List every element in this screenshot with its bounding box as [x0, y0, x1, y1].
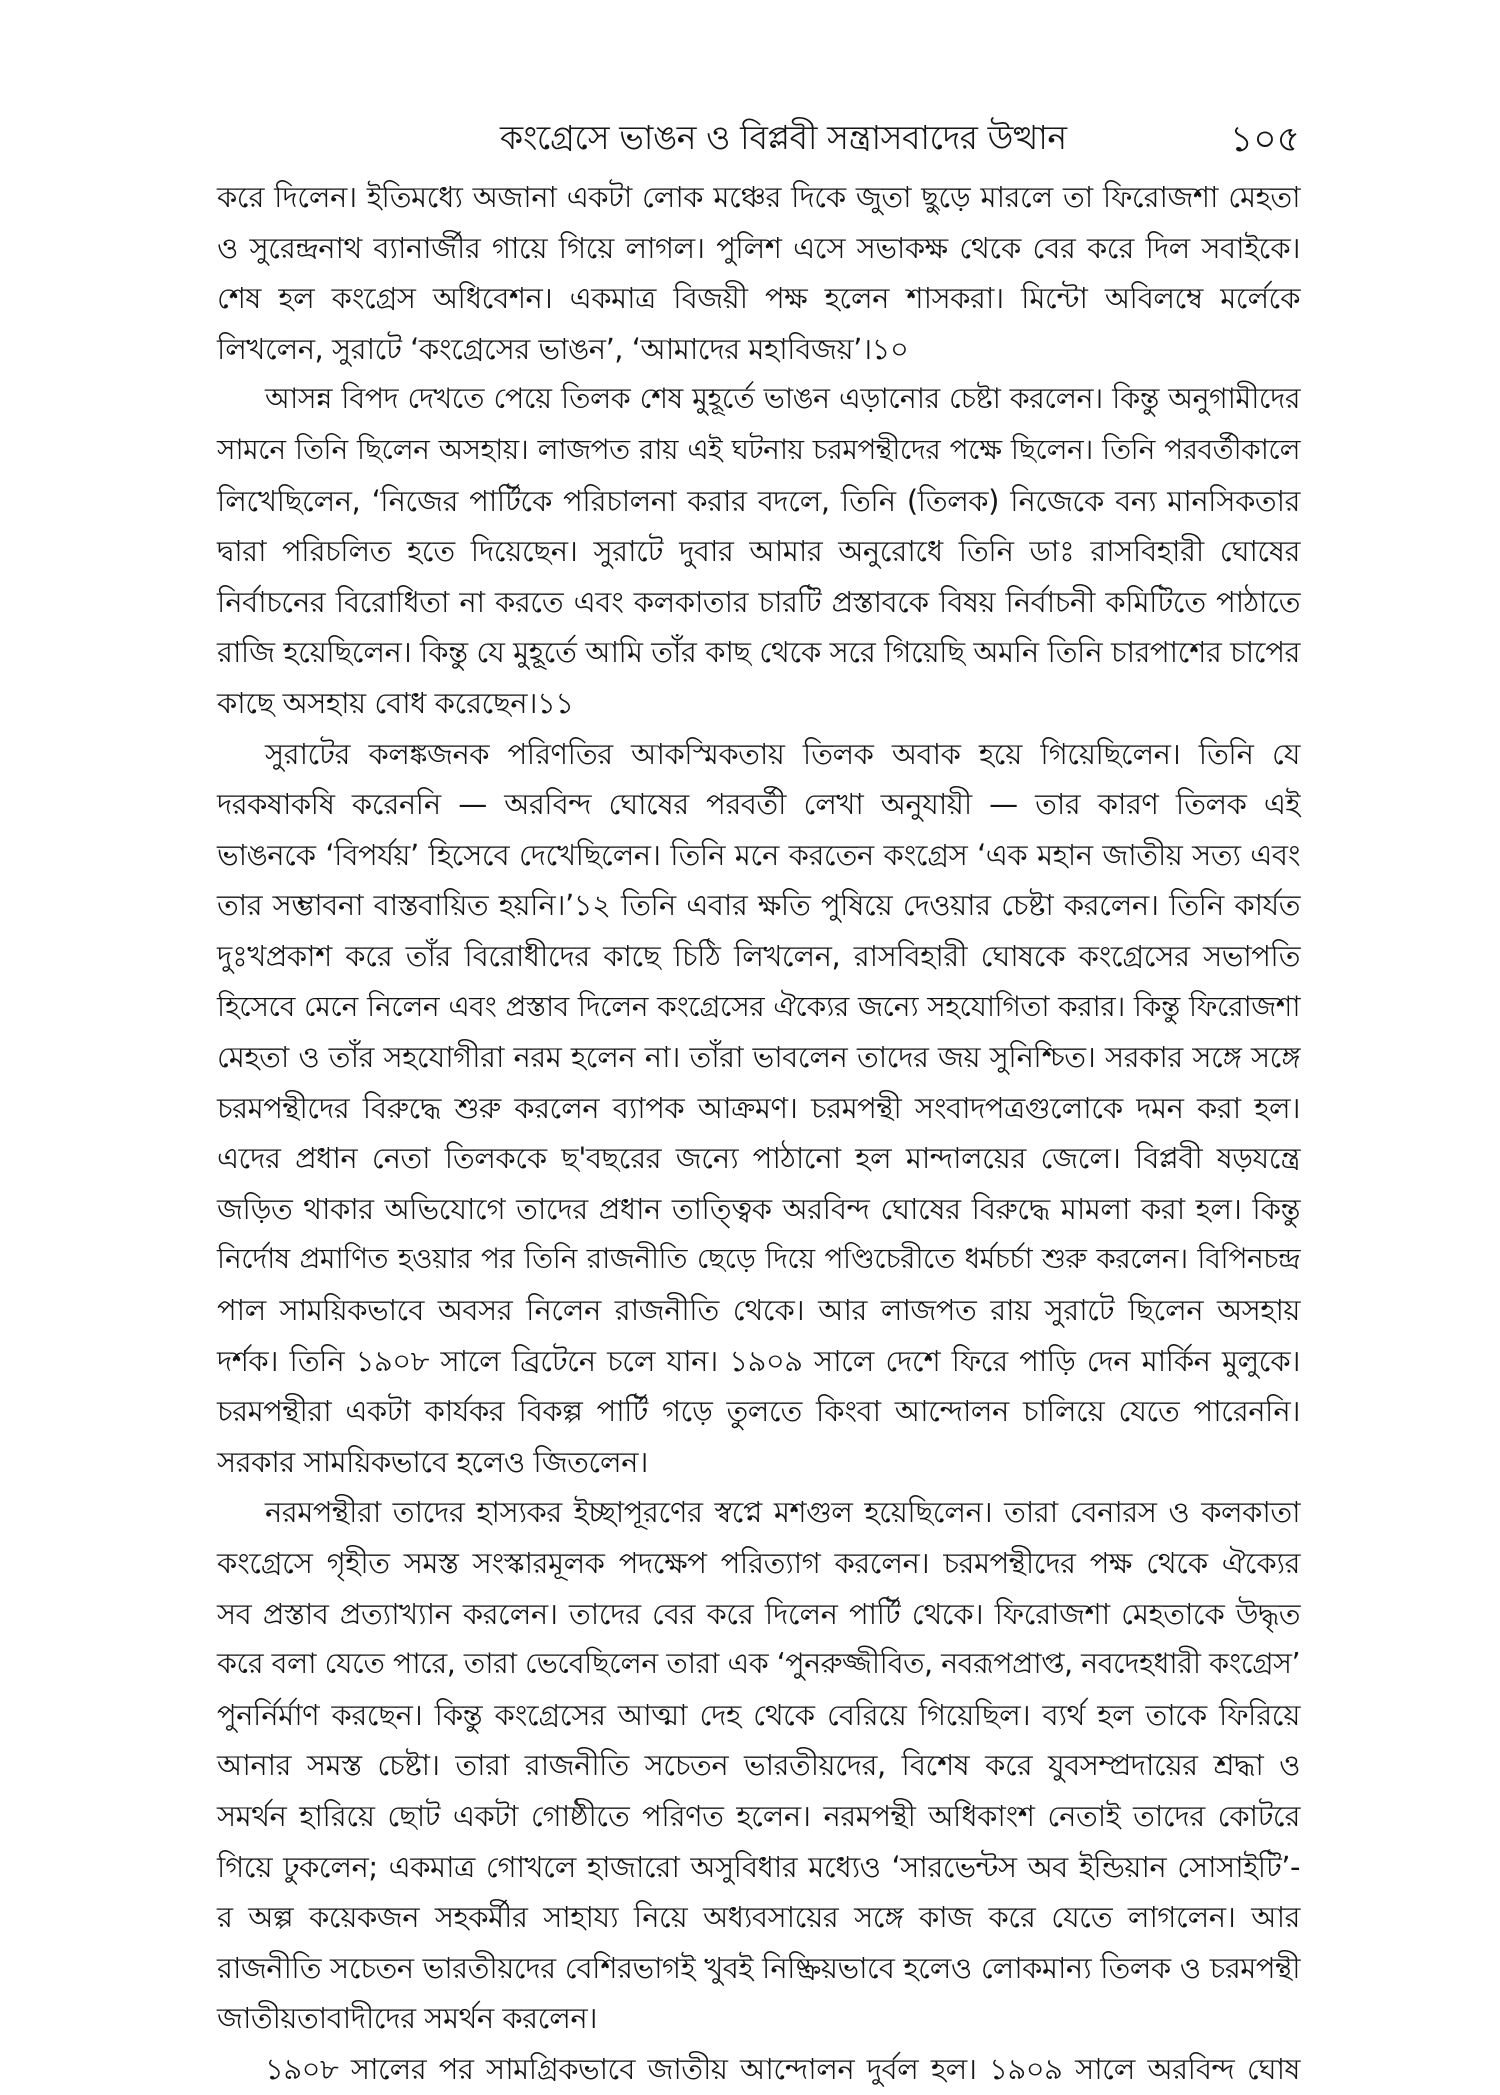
text-line: দুঃখপ্রকাশ করে তাঁর বিরোধীদের কাছে চিঠি লিখলেন, রাসবিহারী ঘোষকে কংগ্রেসের সভাপতি: [217, 938, 1300, 973]
text-line: চরমপন্থীরা একটা কার্যকর বিকল্প পার্টি গড়ে তুলতে কিংবা আন্দোলন চালিয়ে যেতে পারেননি।: [217, 1394, 1300, 1429]
text-line: সমর্থন হারিয়ে ছোট একটা গোষ্ঠীতে পরিণত হলেন। নরমপন্থী অধিকাংশ নেতাই তাদের কোটরে: [217, 1799, 1300, 1833]
text-line: সুরাটের কলঙ্কজনক পরিণতির আকস্মিকতায় তিলক অবাক হয়ে গিয়েছিলেন। তিনি যে: [265, 736, 1300, 771]
text-line: জড়িত থাকার অভিযোগে তাদের প্রধান তাত্ত্বিক অরবিন্দ ঘোষের বিরুদ্ধে মামলা করা হল। কিন্তু: [217, 1191, 1300, 1226]
text-line: ১৯০৮ সালের পর সামগ্রিকভাবে জাতীয় আন্দোলন দুর্বল হল। ১৯০৯ সালে অরবিন্দ ঘোষ: [265, 2051, 1300, 2086]
text-line: পুনর্নির্মাণ করছেন। কিন্তু কংগ্রেসের আত্মা দেহ থেকে বেরিয়ে গিয়েছিল। ব্যর্থ হল তাকে ফিরিয়ে: [217, 1697, 1300, 1732]
text-line: দরকষাকষি করেননি — অরবিন্দ ঘোষের পরবর্তী লেখা অনুযায়ী — তার কারণ তিলক এই: [217, 787, 1300, 822]
text-line: লিখলেন, সুরাটে ‘কংগ্রেসের ভাঙন’, ‘আমাদের মহাবিজয়’।১০: [217, 331, 909, 366]
text-line: দর্শক। তিনি ১৯০৮ সালে ব্রিটেনে চলে যান। ১৯০৯ সালে দেশে ফিরে পাড়ি দেন মার্কিন মুলুকে।: [217, 1343, 1300, 1378]
running-head: কংগ্রেসে ভাঙন ও বিপ্লবী সন্ত্রাসবাদের উত্থান: [500, 118, 1067, 157]
text-line: শেষ হল কংগ্রেস অধিবেশন। একমাত্র বিজয়ী পক্ষ হলেন শাসকরা। মিন্টো অবিলম্বে মর্লেকে: [217, 281, 1300, 316]
text-line: রাজি হয়েছিলেন। কিন্তু যে মুহূর্তে আমি তাঁর কাছ থেকে সরে গিয়েছি অমনি তিনি চারপাশের চাপের: [217, 635, 1300, 670]
text-line: মেহতা ও তাঁর সহযোগীরা নরম হলেন না। তাঁরা ভাবলেন তাদের জয় সুনিশ্চিত। সরকার সঙ্গে সঙ্গে: [217, 1040, 1300, 1075]
paragraph: [217, 172, 1300, 374]
text-line: হিসেবে মেনে নিলেন এবং প্রস্তাব দিলেন কংগ্রেসের ঐক্যের জন্যে সহযোগিতা করার। কিন্তু ফিরোজশা: [217, 989, 1300, 1023]
text-line: করে বলা যেতে পারে, তারা ভেবেছিলেন তারা এক ‘পুনরুজ্জীবিত, নবরূপপ্রাপ্ত, নবদেহধারী কংগ্রেস’: [217, 1647, 1300, 1681]
text-line: ও সুরেন্দ্রনাথ ব্যানার্জীর গায়ে গিয়ে লাগল। পুলিশ এসে সভাকক্ষ থেকে বের করে দিল সবাইকে।: [217, 230, 1300, 265]
text-line: নির্দোষ প্রমাণিত হওয়ার পর তিনি রাজনীতি ছেড়ে দিয়ে পণ্ডিচেরীতে ধর্মচর্চা শুরু করলেন। বিপিনচন্দ্র: [217, 1242, 1300, 1276]
body-text: [217, 172, 1300, 2095]
text-line: সরকার সাময়িকভাবে হলেও জিতলেন।: [217, 1444, 648, 1479]
text-line: রাজনীতি সচেতন ভারতীয়দের বেশিরভাগই খুবই নিষ্ক্রিয়ভাবে হলেও লোকমান্য তিলক ও চরমপন্থী: [217, 1950, 1300, 1985]
text-line: জাতীয়তাবাদীদের সমর্থন করলেন।: [217, 2001, 598, 2036]
text-line: আনার সমস্ত চেষ্টা। তারা রাজনীতি সচেতন ভারতীয়দের, বিশেষ করে যুবসম্প্রদায়ের শ্রদ্ধা ও: [217, 1748, 1300, 1783]
paragraph: [217, 1487, 1300, 2044]
text-line: নির্বাচনের বিরোধিতা না করতে এবং কলকাতার চারটি প্রস্তাবকে বিষয় নির্বাচনী কমিটিতে পাঠাতে: [217, 584, 1300, 619]
paragraph: [217, 729, 1300, 1488]
paragraph: [217, 374, 1300, 728]
text-line: তার সম্ভাবনা বাস্তবায়িত হয়নি।’১২ তিনি এবার ক্ষতি পুষিয়ে দেওয়ার চেষ্টা করলেন। তিনি কার্যত: [217, 888, 1300, 923]
text-line: গিয়ে ঢুকলেন; একমাত্র গোখলে হাজারো অসুবিধার মধ্যেও ‘সারভেন্টস অব ইন্ডিয়ান সোসাইটি’-: [217, 1849, 1300, 1884]
text-line: আসন্ন বিপদ দেখতে পেয়ে তিলক শেষ মুহূর্তে ভাঙন এড়ানোর চেষ্টা করলেন। কিন্তু অনুগামীদের: [265, 382, 1300, 416]
text-line: কংগ্রেসে গৃহীত সমস্ত সংস্কারমূলক পদক্ষেপ পরিত্যাগ করলেন। চরমপন্থীদের পক্ষ থেকে ঐক্যের: [217, 1546, 1300, 1581]
text-line: দ্বারা পরিচলিত হতে দিয়েছেন। সুরাটে দুবার আমার অনুরোধে তিনি ডাঃ রাসবিহারী ঘোষের: [217, 534, 1300, 569]
text-line: চরমপন্থীদের বিরুদ্ধে শুরু করলেন ব্যাপক আক্রমণ। চরমপন্থী সংবাদপত্রগুলোকে দমন করা হল।: [217, 1090, 1300, 1125]
page-header: [210, 112, 1300, 160]
page-number: ১০৫: [1229, 119, 1300, 160]
text-line: র অল্প কয়েকজন সহকর্মীর সাহায্য নিয়ে অধ্যবসায়ের সঙ্গে কাজ করে যেতে লাগলেন। আর: [217, 1900, 1300, 1935]
text-line: করে দিলেন। ইতিমধ্যে অজানা একটা লোক মঞ্চের দিকে জুতা ছুড়ে মারলে তা ফিরোজশা মেহতা: [217, 180, 1300, 214]
text-line: সামনে তিনি ছিলেন অসহায়। লাজপত রায় এই ঘটনায় চরমপন্থীদের পক্ষে ছিলেন। তিনি পরবর্তীকালে: [217, 432, 1300, 466]
text-line: সব প্রস্তাব প্রত্যাখ্যান করলেন। তাদের বের করে দিলেন পার্টি থেকে। ফিরোজশা মেহতাকে উদ্ধৃত: [217, 1596, 1300, 1631]
text-line: এদের প্রধান নেতা তিলককে ছ'বছরের জন্যে পাঠানো হল মান্দালয়ের জেলে। বিপ্লবী ষড়যন্ত্রে: [217, 1141, 1300, 1176]
text-line: ভাঙনকে ‘বিপর্যয়’ হিসেবে দেখেছিলেন। তিনি মনে করতেন কংগ্রেস ‘এক মহান জাতীয় সত্য এবং: [217, 837, 1300, 872]
text-line: নরমপন্থীরা তাদের হাস্যকর ইচ্ছাপূরণের স্বপ্নে মশগুল হয়েছিলেন। তারা বেনারস ও কলকাতা: [265, 1495, 1300, 1530]
paragraph: [217, 2044, 1300, 2095]
text-line: কাছে অসহায় বোধ করেছেন।১১: [217, 685, 574, 720]
text-line: লিখেছিলেন, ‘নিজের পার্টিকে পরিচালনা করার বদলে, তিনি (তিলক) নিজেকে বন্য মানসিকতার: [217, 483, 1300, 518]
text-line: পাল সাময়িকভাবে অবসর নিলেন রাজনীতি থেকে। আর লাজপত রায় সুরাটে ছিলেন অসহায়: [217, 1293, 1300, 1328]
